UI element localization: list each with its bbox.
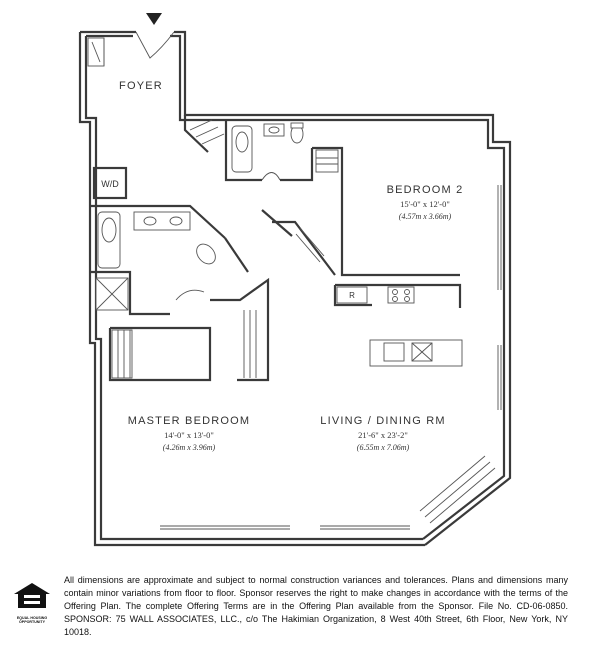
bathroom-2 — [226, 120, 312, 180]
living-dining-dim-ft: 21'-6" x 23'-2" — [358, 430, 408, 440]
entry-arrow-icon — [146, 13, 162, 25]
master-bedroom-dim-ft: 14'-0" x 13'-0" — [164, 430, 214, 440]
foyer-label: FOYER — [119, 80, 163, 92]
washer-dryer-label: W/D — [101, 179, 119, 189]
bedroom-2-label: BEDROOM 2 — [386, 184, 464, 196]
disclaimer-text: All dimensions are approximate and subject to normal construction variances and tolerances. Plans and dimensions many contain minor variations from floor to floor. Sponsor reserves the right to make changes in accordance with the terms of the Offering Plan. The complete Offering Terms are in the Offering Plan available from the Sponsor. File No. CD-06-0850. SPONSOR: 75 WALL ASSOCIATES, LLC., c/o The Hakimian Organization, 8 West 40th Street, 6th Floor, New York, NY 10018. — [64, 575, 568, 637]
fridge-label: R — [349, 291, 355, 300]
front-door — [136, 32, 174, 58]
equal-housing-opportunity-icon — [12, 582, 52, 610]
master-bedroom-label: MASTER BEDROOM — [127, 415, 251, 427]
bedroom-2-dim-ft: 15'-0" x 12'-0" — [400, 199, 450, 209]
equal-housing-text: EQUAL HOUSING OPPORTUNITY — [16, 616, 48, 624]
window-right — [498, 185, 501, 410]
bedroom-2-dim-m: (4.57m x 3.66m) — [398, 212, 452, 221]
equal-housing-logo — [12, 582, 52, 624]
outer-walls — [80, 32, 510, 545]
corridor-walls — [225, 210, 292, 272]
master-bedroom-walls — [110, 280, 268, 380]
foyer-closet — [88, 38, 104, 66]
master-bathroom — [90, 206, 225, 314]
living-dining-label: LIVING / DINING RM — [320, 415, 446, 427]
window-bottom — [160, 526, 410, 529]
master-bedroom-dim-m: (4.26m x 3.96m) — [162, 443, 216, 452]
living-dining-dim-m: (6.55m x 7.06m) — [356, 443, 410, 452]
footer — [0, 570, 594, 666]
